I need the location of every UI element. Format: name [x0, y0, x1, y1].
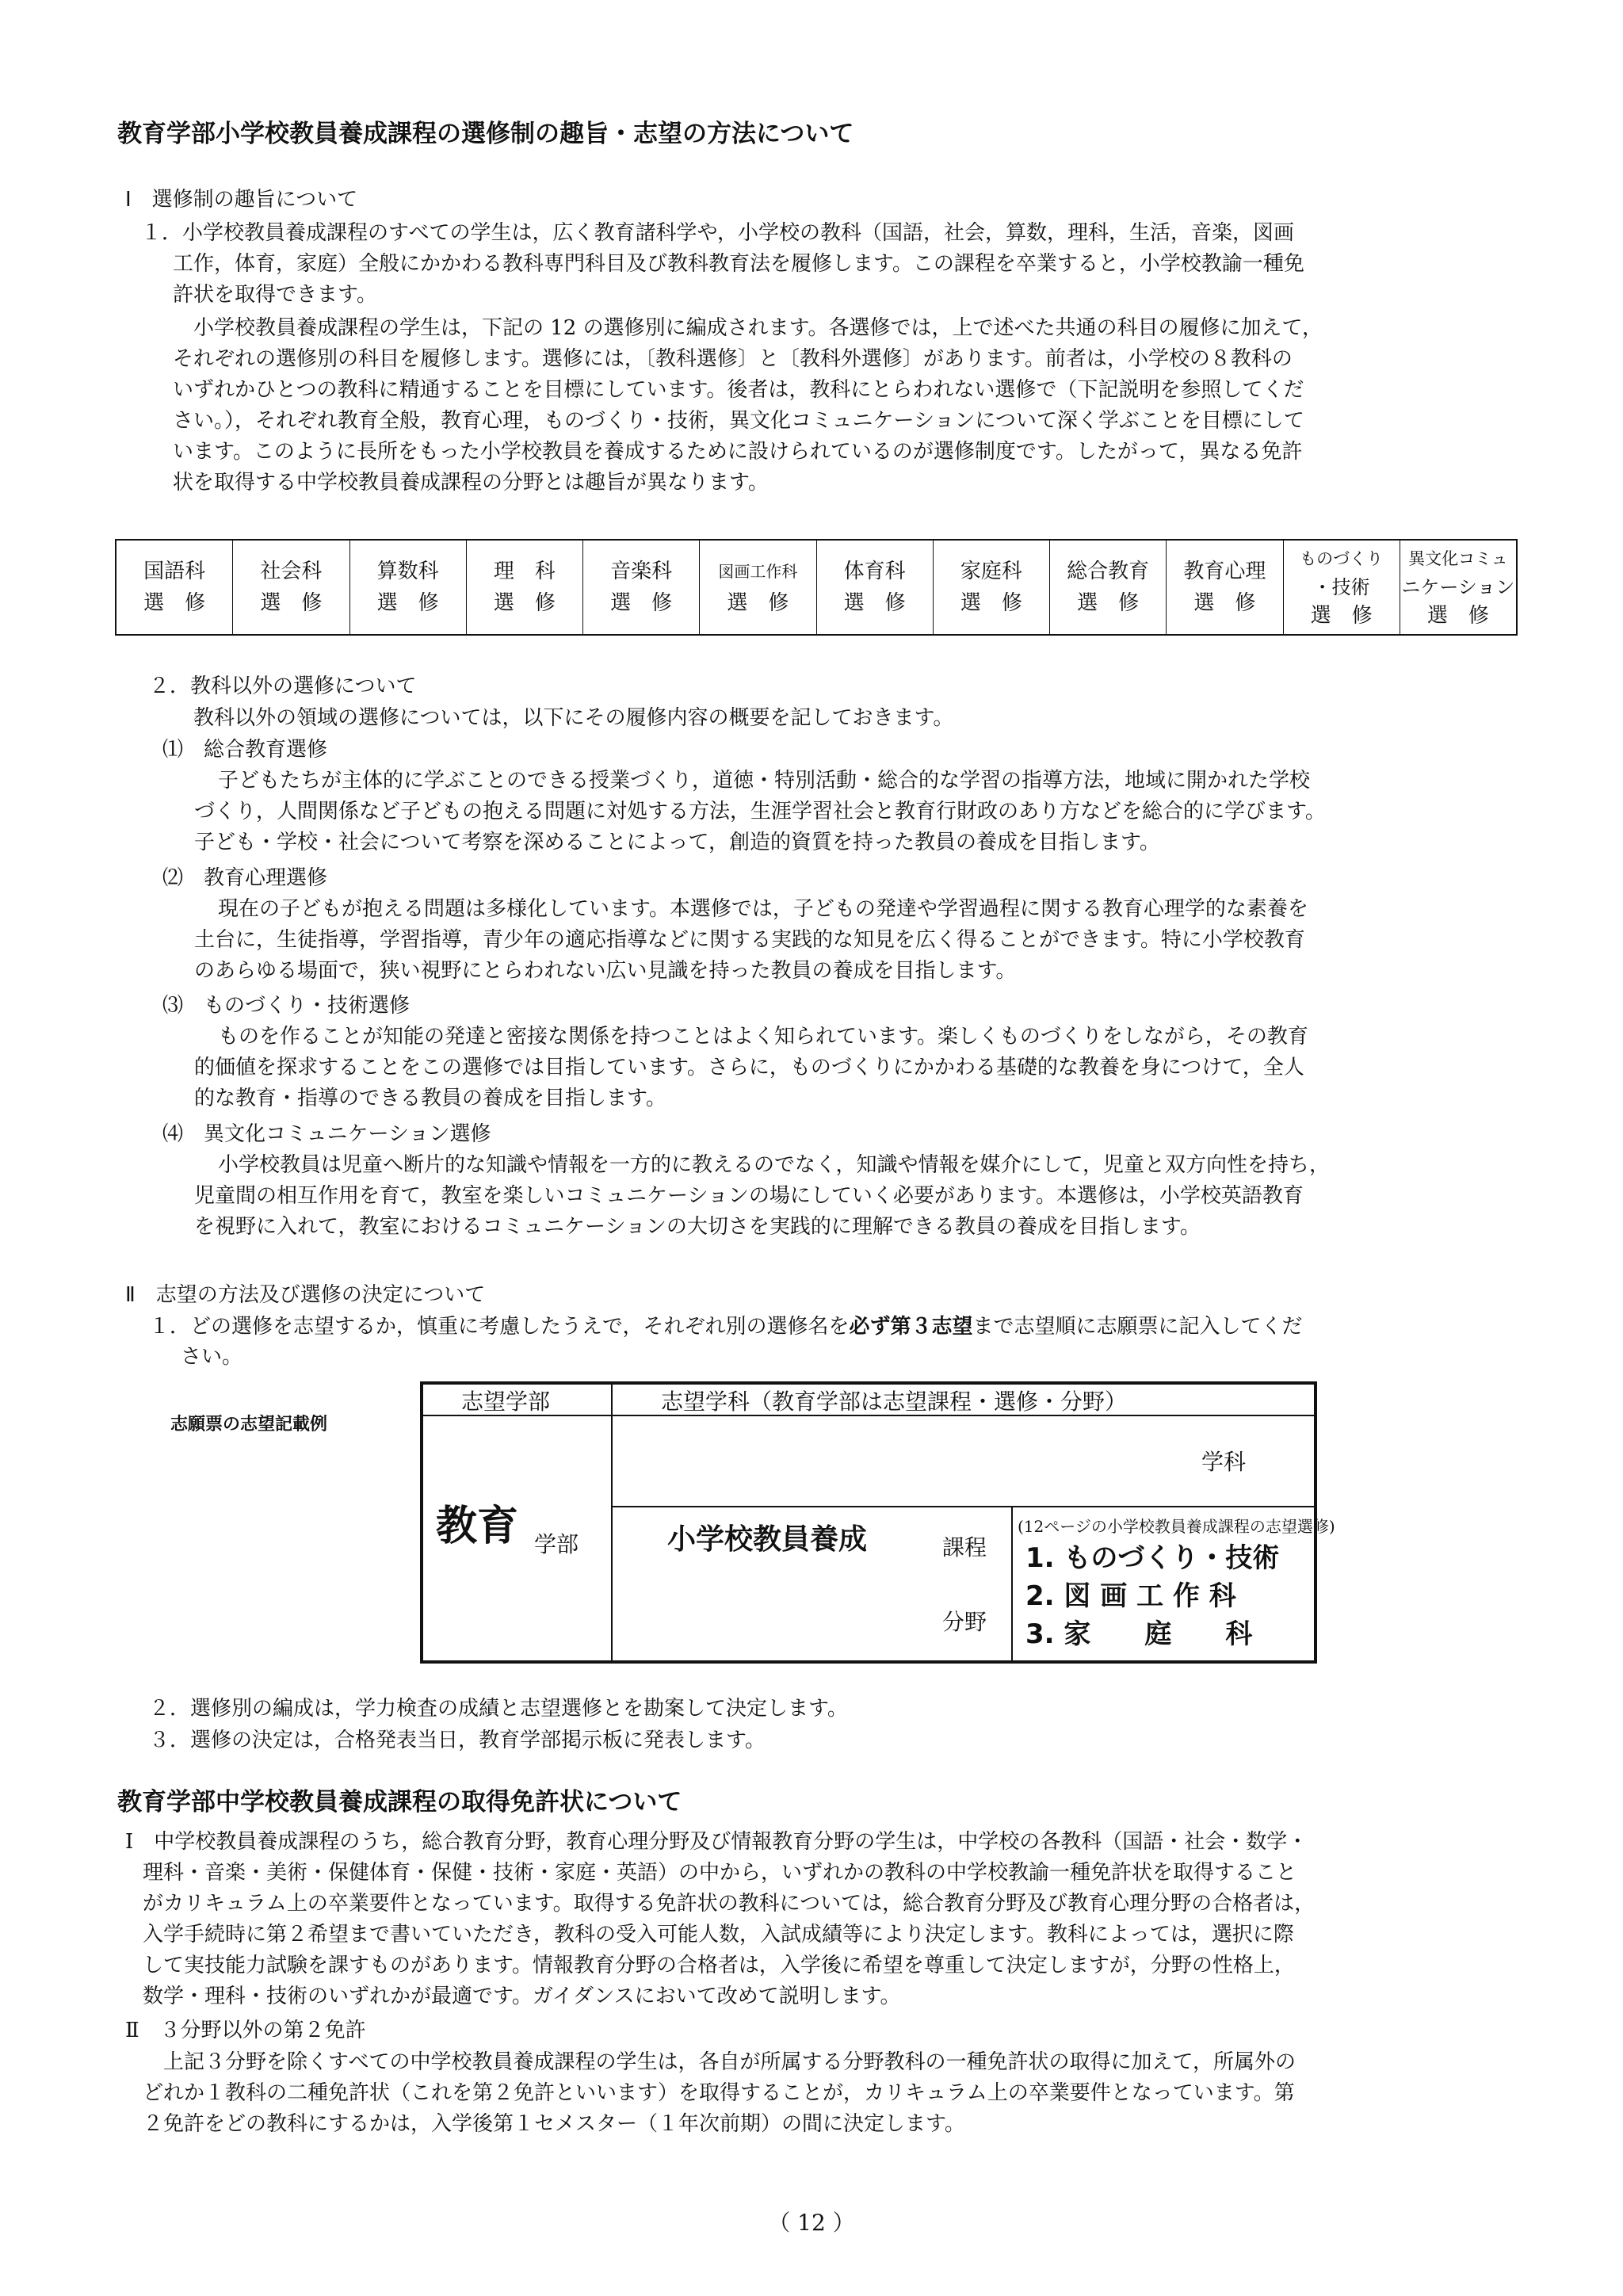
form-choice-2: 2. 図 画 工 作 科	[1025, 1580, 1236, 1612]
text-line: Ⅰ 中学校教員養成課程のうち，総合教育分野，教育心理分野及び情報教育分野の学生は，中学校の各教科（国語・社会・数学・	[125, 1830, 1308, 1854]
form-faculty-value: 教育	[436, 1503, 519, 1550]
course-cell-home: 家庭科 選 修	[934, 541, 1050, 634]
form-faculty-header: 志望学部	[461, 1389, 551, 1415]
text-line: 小学校教員養成課程の学生は，下記の 12 の選修別に編成されます。各選修では，上で述べた共通の科目の履修に加えて，	[193, 316, 1323, 340]
text-line: 的な教育・指導のできる教員の養成を目指します。	[194, 1087, 666, 1110]
text-line: 理科・音楽・美術・保健体育・保健・技術・家庭・英語）の中から，いずれかの教科の中学校教諭一種免許状を取得すること	[143, 1861, 1297, 1885]
item-label: ⑴ 総合教育選修	[162, 738, 328, 762]
application-step-1-cont: さい。	[181, 1345, 243, 1369]
text-line: を視野に入れて，教室におけるコミュニケーションの大切さを実践的に理解できる教員の養成を目指します。	[194, 1215, 1201, 1239]
item-general-education	[162, 735, 1326, 858]
text-line: のあらゆる場面で，狭い視野にとらわれない広い見識を持った教員の養成を目指します。	[194, 959, 1017, 983]
text-line: 工作，体育，家庭）全般にかかわる教科専門科目及び教科教育法を履修します。この課程を卒業すると，小学校教諭一種免	[173, 252, 1304, 276]
text-line: それぞれの選修別の科目を履修します。選修には，〔教科選修〕と〔教科外選修〕があります。前者は，小学校の８教科の	[173, 347, 1293, 371]
course-cell-general-education: 総合教育 選 修	[1050, 541, 1167, 634]
emphasis-third-choice: 必ず第３志望	[849, 1315, 973, 1339]
heading-second-license: Ⅱ ３分野以外の第２免許	[125, 2019, 366, 2042]
course-cell-monozukuri: ものづくり ・技術 選 修	[1284, 541, 1400, 634]
section-title-junior-high: 教育学部中学校教員養成課程の取得免許状について	[117, 1788, 682, 1817]
text-line: して実技能力試験を課すものがあります。情報教育分野の合格者は，入学後に希望を尊重して決定しますが，分野の性格上，	[143, 1954, 1295, 1977]
text-line: 子ども・学校・社会について考察を深めることによって，創造的資質を持った教員の養成を目指します。	[194, 831, 1160, 854]
divider	[613, 1506, 1314, 1507]
text-line: ものを作ることが知能の発達と密接な関係を持つことはよく知られています。楽しくものづくりをしながら，その教育	[218, 1025, 1308, 1049]
text-line: 小学校教員は児童へ断片的な知識や情報を一方的に教えるのでなく，知識や情報を媒介にして，児童と双方向性を持ち，	[218, 1153, 1330, 1177]
divider	[1011, 1507, 1013, 1660]
text-line: 状を取得する中学校教員養成課程の分野とは趣旨が異なります。	[173, 471, 769, 495]
form-choice-1: 1. ものづくり・技術	[1025, 1542, 1280, 1574]
text-line: いずれかひとつの教科に精通することを目標にしています。後者は，教科にとらわれない選修で（下記説明を参照してくだ	[173, 378, 1304, 402]
text-line: づくり，人間関係など子どもの抱える問題に対処する方法，生涯学習社会と教育行財政のあり方などを総合的に学びます。	[194, 800, 1326, 823]
text-line: がカリキュラム上の卒業要件となっています。取得する免許状の教科については，総合教育分野及び教育心理分野の合格者は，	[143, 1892, 1316, 1916]
text-run: まで志望順に志願票に記入してくだ	[972, 1315, 1303, 1339]
section-title-elementary: 教育学部小学校教員養成課程の選修制の趣旨・志望の方法について	[117, 120, 854, 148]
divider	[611, 1385, 613, 1660]
course-cell-social: 社会科 選 修	[233, 541, 349, 634]
item-monozukuri	[162, 991, 1308, 1114]
text-line: 上記３分野を除くすべての中学校教員養成課程の学生は，各自が所属する分野教科の一種免許状の取得に加えて，所属外の	[163, 2050, 1296, 2074]
form-katei-label: 課程	[942, 1534, 987, 1561]
course-table	[115, 539, 1518, 636]
text-line: １．小学校教員養成課程のすべての学生は，広く教育諸科学や，小学校の教科（国語，社会，算数，理科，生活，音楽，図画	[141, 221, 1294, 245]
form-faculty-suffix: 学部	[534, 1531, 579, 1557]
text-line: 現在の子どもが抱える問題は多様化しています。本選修では，子どもの発達や学習過程に関する教育心理学的な素養を	[218, 897, 1308, 921]
text-line: 数学・理科・技術のいずれかが最適です。ガイダンスにおいて改めて説明します。	[143, 1985, 901, 2008]
application-step-2: ２．選修別の編成は，学力検査の成績と志望選修とを勘案して決定します。	[149, 1697, 848, 1721]
heading-non-subject: ２．教科以外の選修について	[149, 674, 417, 698]
text-line: どれか１教科の二種免許状（これを第２免許といいます）を取得することが，カリキュラム上の卒業要件となっています。第	[143, 2081, 1295, 2105]
course-cell-pe: 体育科 選 修	[817, 541, 934, 634]
text-line: 的価値を探求することをこの選修では目指しています。さらに，ものづくりにかかわる基礎的な教養を身につけて，全人	[194, 1056, 1304, 1079]
page-number: （ 12 ）	[768, 2210, 855, 2236]
text-line: 土台に，生徒指導，学習指導，青少年の適応指導などに関する実践的な知見を広く得ることができます。特に小学校教育	[194, 928, 1305, 952]
form-bunya-label: 分野	[942, 1609, 987, 1635]
text-line: 子どもたちが主体的に学ぶことのできる授業づくり，道徳・特別活動・総合的な学習の指導方法，地域に開かれた学校	[218, 769, 1311, 793]
form-example-label: 志願票の志望記載例	[170, 1415, 328, 1435]
form-choice-note: (12ページの小学校教員養成課程の志望選修)	[1018, 1517, 1335, 1536]
course-cell-science: 理 科 選 修	[467, 541, 583, 634]
item-label: ⑶ ものづくり・技術選修	[162, 994, 411, 1018]
form-gakka-label: 学科	[1201, 1449, 1247, 1475]
text-run: １．どの選修を志望するか，慎重に考慮したうえで，それぞれ別の選修名を	[149, 1315, 850, 1339]
form-department-header: 志望学科（教育学部は志望課程・選修・分野）	[661, 1389, 1128, 1415]
course-cell-japanese: 国語科 選 修	[116, 541, 233, 634]
text-line: 入学手続時に第２希望まで書いていただき，教科の受入可能人数，入試成績等により決定します。教科によっては，選択に際	[143, 1923, 1294, 1946]
form-course-value: 小学校教員養成	[667, 1523, 868, 1556]
paragraph-second-license	[143, 2047, 1296, 2140]
item-label: ⑵ 教育心理選修	[162, 866, 328, 890]
course-cell-music: 音楽科 選 修	[583, 541, 700, 634]
heading-selection-purpose: Ⅰ 選修制の趣旨について	[125, 188, 358, 212]
application-step-3: ３．選修の決定は，合格発表当日，教育学部掲示板に発表します。	[149, 1729, 766, 1752]
text-line: ２免許をどの教科にするかは，入学後第１セメスター（１年次前期）の間に決定します。	[143, 2112, 965, 2136]
text-line: さい。），それぞれ教育全般，教育心理，ものづくり・技術，異文化コミュニケーションについて深く学ぶことを目標にして	[173, 409, 1304, 433]
paragraph-overview	[141, 218, 1304, 311]
course-cell-intercultural: 異文化コミュ ニケーション 選 修	[1401, 549, 1515, 628]
application-step-1	[149, 1312, 1303, 1343]
text-line: 許状を取得できます。	[173, 283, 377, 307]
heading-application-method: Ⅱ 志望の方法及び選修の決定について	[125, 1283, 486, 1307]
form-choice-3: 3. 家 庭 科	[1025, 1618, 1253, 1650]
text-line: います。このように長所をもった小学校教員を養成するために設けられているのが選修制度です。したがって，異なる免許	[173, 440, 1303, 464]
text-line: 児童間の相互作用を育て，教室を楽しいコミュニケーションの場にしていく必要があります。本選修は，小学校英語教育	[194, 1184, 1304, 1208]
course-cell-math: 算数科 選 修	[350, 541, 467, 634]
paragraph-selection-system	[173, 313, 1323, 499]
application-form-example	[420, 1381, 1335, 1664]
item-educational-psychology	[162, 863, 1308, 987]
course-cell-art: 図画工作科 選 修	[700, 541, 816, 634]
course-cell-educational-psychology: 教育心理 選 修	[1167, 541, 1283, 634]
non-subject-intro: 教科以外の領域の選修については，以下にその履修内容の概要を記しておきます。	[193, 706, 954, 730]
paragraph-junior-high-licenses	[125, 1827, 1315, 2012]
item-intercultural	[162, 1119, 1330, 1243]
item-label: ⑷ 異文化コミュニケーション選修	[162, 1122, 491, 1146]
